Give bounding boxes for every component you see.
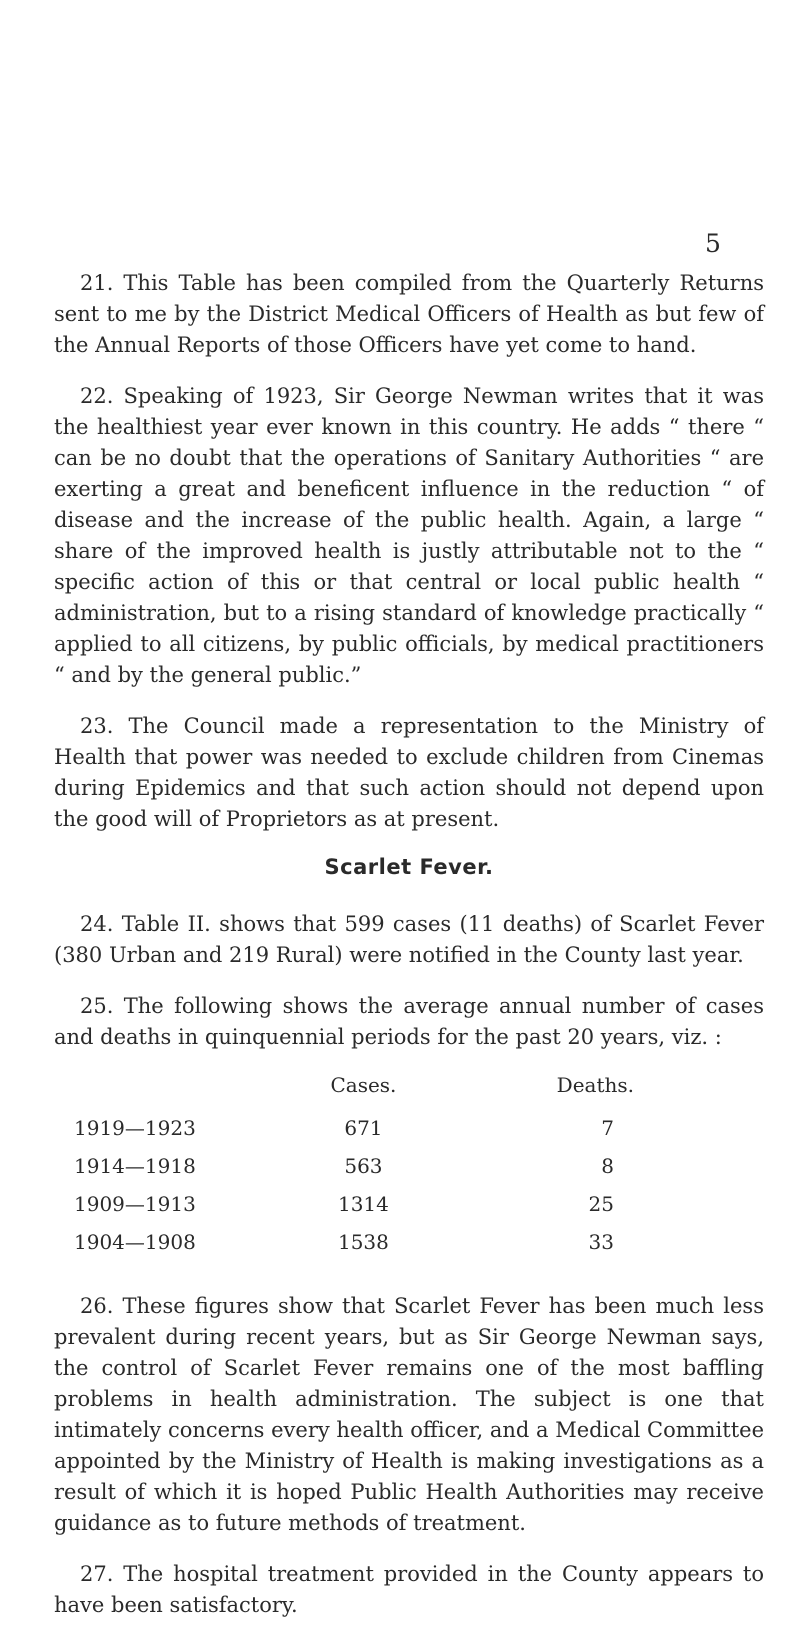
paragraph-text: 22. Speaking of 1923, Sir George Newman writes that it was the healthiest year ever known in this country. He adds “ there “ can be no doubt that the operations of Sanitary Authorities “ are exerting a great and beneficent influence in the reduction “ of disease and the increase of the public health. Again, a large “ share of the improved health is justly attributable not to the “ specific action of this or that central or local public health “ administration, but to a rising standard of knowledge practically “ applied to all citizens, by public officials, by medical practitioners “ and by the general public.” (54, 384, 764, 687)
paragraph-27 (54, 1559, 764, 1621)
header-cases: Cases. (330, 1073, 397, 1097)
paragraph-23 (54, 711, 764, 835)
paragraph-26 (54, 1291, 764, 1539)
table-row (54, 1223, 764, 1261)
deaths-cell: 33 (588, 1230, 614, 1254)
paragraph-text: 23. The Council made a representation to the Ministry of Health that power was needed to exclude children from Cinemas during Epidemics and that such action should not depend upon the good will of Proprietors as at present. (54, 714, 764, 831)
page-number: 5 (705, 229, 721, 258)
deaths-cell: 7 (601, 1116, 614, 1140)
table-row (54, 1185, 764, 1223)
paragraph-24 (54, 909, 764, 971)
paragraph-text: 26. These figures show that Scarlet Fever has been much less prevalent during recent years, but as Sir George Newman says, the control of Scarlet Fever remains one of the most baffling problems in health administration. The subject is one that intimately concerns every health officer, and a Medical Committee appointed by the Ministry of Health is making investigations as a result of which it is hoped Public Health Authorities may receive guidance as to future methods of treatment. (54, 1294, 764, 1535)
header-period (54, 1073, 309, 1109)
section-heading: Scarlet Fever. (324, 855, 494, 879)
table-row (54, 1109, 764, 1147)
period-cell: 1919—1923 (74, 1116, 196, 1140)
deaths-cell: 25 (588, 1192, 614, 1216)
cases-cell: 1538 (337, 1230, 389, 1254)
paragraph-21 (54, 268, 764, 361)
paragraph-text: 21. This Table has been compiled from the Quarterly Returns sent to me by the District Medical Officers of Health as but few of the Annual Reports of those Officers have yet come to hand. (54, 271, 764, 357)
scarlet-fever-table (54, 1073, 764, 1261)
cases-cell: 671 (344, 1116, 383, 1140)
header-deaths: Deaths. (556, 1073, 634, 1097)
paragraph-text: 24. Table II. shows that 599 cases (11 deaths) of Scarlet Fever (380 Urban and 219 Rural) were notified in the County last year. (54, 912, 764, 967)
deaths-cell: 8 (601, 1154, 614, 1178)
period-cell: 1904—1908 (74, 1230, 196, 1254)
cases-cell: 563 (344, 1154, 383, 1178)
cases-cell: 1314 (337, 1192, 389, 1216)
period-cell: 1909—1913 (74, 1192, 196, 1216)
period-cell: 1914—1918 (74, 1154, 196, 1178)
table-header-row (54, 1073, 764, 1109)
page-content (54, 268, 764, 1641)
table-row (54, 1147, 764, 1185)
paragraph-25 (54, 991, 764, 1053)
paragraph-22 (54, 381, 764, 691)
paragraph-text: 25. The following shows the average annual number of cases and deaths in quinquennial periods for the past 20 years, viz. : (54, 994, 764, 1049)
paragraph-text: 27. The hospital treatment provided in the County appears to have been satisfactory. (54, 1562, 764, 1617)
